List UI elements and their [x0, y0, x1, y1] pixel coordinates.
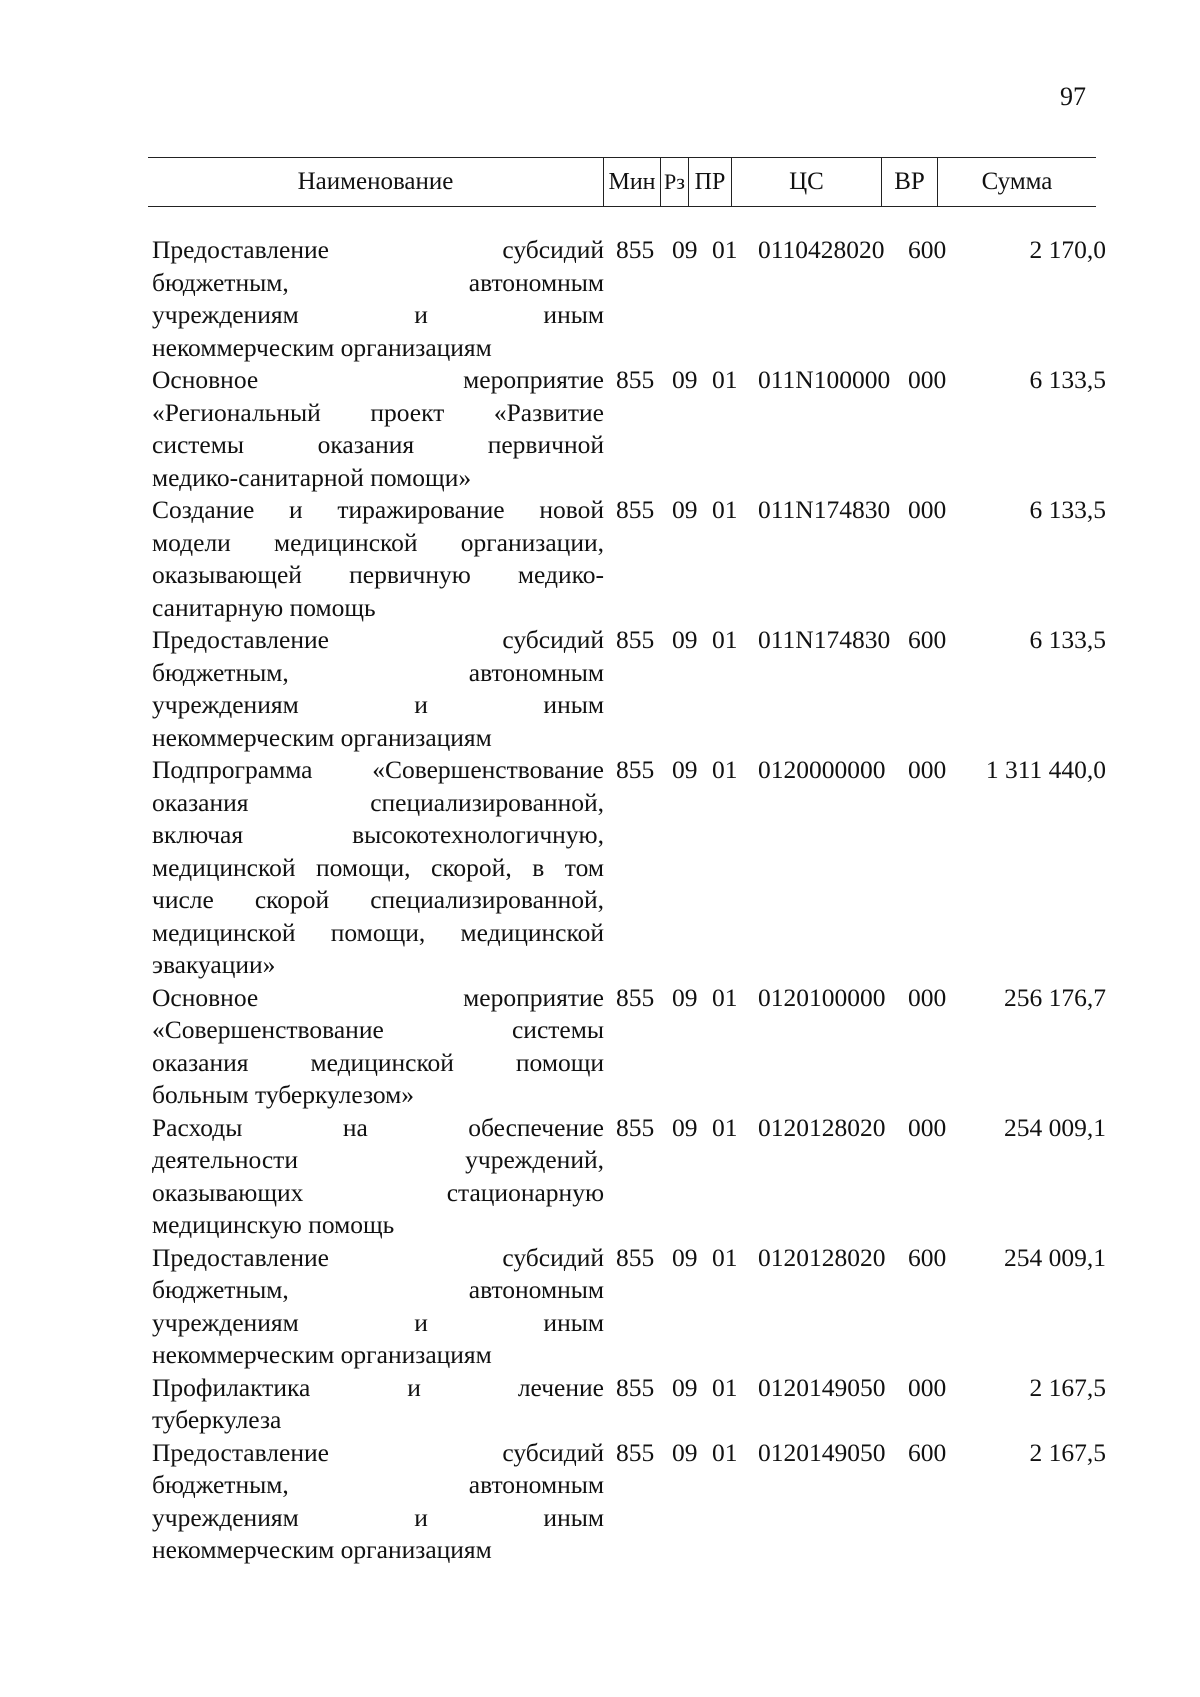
row-cs: 0120128020 [758, 1242, 886, 1272]
row-name-line: «Региональный проект «Развитие [152, 397, 604, 427]
row-name-line: Основное мероприятие [152, 982, 604, 1012]
row-pr: 01 [712, 495, 738, 524]
table-row [152, 1437, 1112, 1567]
page-number: 97 [1060, 82, 1086, 111]
row-sum: 2 167,5 [1029, 1437, 1106, 1467]
row-name [152, 494, 604, 624]
header-rz: Рз [660, 158, 688, 206]
row-sum: 2 167,5 [1029, 1372, 1106, 1402]
row-name-line: медико-санитарной помощи» [152, 462, 472, 492]
row-name-line: бюджетным, автономным [152, 267, 604, 297]
row-cs: 0120128020 [758, 1112, 886, 1142]
row-min: 855 [616, 1372, 655, 1402]
row-name-line: Предоставление субсидий [152, 1437, 604, 1467]
row-cs: 011N174830 [758, 495, 891, 524]
table-row [152, 624, 1112, 754]
row-min: 855 [616, 755, 655, 784]
row-rz: 09 [672, 755, 698, 784]
header-pr: ПР [688, 158, 731, 206]
row-cs: 011N100000 [758, 365, 891, 394]
row-pr: 01 [712, 1372, 738, 1402]
row-pr: 01 [712, 982, 738, 1012]
row-rz: 09 [672, 235, 698, 264]
row-pr: 01 [712, 625, 738, 654]
row-vr: 600 [908, 235, 947, 264]
row-name [152, 982, 604, 1112]
table-row [152, 364, 1112, 494]
row-sum: 256 176,7 [1004, 982, 1106, 1012]
row-sum: 254 009,1 [1004, 1242, 1106, 1272]
row-pr: 01 [712, 755, 738, 784]
row-name-line: Подпрограмма «Совершенствование [152, 755, 604, 784]
row-rz: 09 [672, 982, 698, 1012]
row-sum: 6 133,5 [1029, 495, 1106, 524]
row-name-line: оказывающей первичную медико- [152, 560, 604, 589]
row-pr: 01 [712, 1437, 738, 1467]
row-name-line: некоммерческим организациям [152, 1535, 492, 1564]
table-row [152, 1242, 1112, 1372]
row-name-line: учреждениям и иным [152, 1307, 604, 1337]
table-row [152, 1372, 1112, 1437]
row-vr: 000 [908, 1112, 947, 1142]
row-name [152, 364, 604, 494]
row-name-line: эвакуации» [152, 950, 276, 979]
row-cs: 0120000000 [758, 755, 886, 784]
row-name [152, 624, 604, 754]
row-pr: 01 [712, 1112, 738, 1142]
row-name-line: Создание и тиражирование новой [152, 495, 604, 524]
row-vr: 600 [908, 625, 947, 654]
row-vr: 600 [908, 1437, 947, 1467]
row-name-line: оказания медицинской помощи [152, 1047, 604, 1077]
row-vr: 000 [908, 1372, 947, 1402]
row-rz: 09 [672, 1112, 698, 1142]
row-cs: 0120100000 [758, 982, 886, 1012]
row-name-line: туберкулеза [152, 1405, 282, 1434]
row-min: 855 [616, 1242, 655, 1272]
table-row [152, 982, 1112, 1112]
row-name-line: медицинскую помощь [152, 1210, 395, 1239]
row-name-line: некоммерческим организациям [152, 722, 492, 752]
row-name-line: Расходы на обеспечение [152, 1112, 604, 1142]
row-name-line: некоммерческим организациям [152, 332, 492, 362]
row-vr: 000 [908, 755, 947, 784]
row-name-line: бюджетным, автономным [152, 657, 604, 687]
row-name-line: больным туберкулезом» [152, 1080, 415, 1109]
row-name-line: включая высокотехнологичную, [152, 820, 604, 849]
row-name [152, 754, 604, 982]
row-sum: 6 133,5 [1029, 365, 1106, 394]
header-min: Мин [603, 158, 660, 206]
row-name-line: учреждениям и иным [152, 300, 604, 329]
table-header [148, 157, 1096, 207]
row-name-line: бюджетным, автономным [152, 1275, 604, 1304]
row-vr: 000 [908, 495, 947, 524]
row-rz: 09 [672, 625, 698, 654]
row-rz: 09 [672, 365, 698, 394]
row-name-line: «Совершенствование системы [152, 1015, 604, 1044]
row-vr: 600 [908, 1242, 947, 1272]
row-name-line: медицинской помощи, медицинской [152, 917, 604, 947]
row-min: 855 [616, 625, 655, 654]
table-row [152, 494, 1112, 624]
row-name-line: медицинской помощи, скорой, в том [152, 852, 604, 882]
row-name-line: модели медицинской организации, [152, 527, 604, 557]
table-body [152, 234, 1112, 1567]
row-name-line: оказывающих стационарную [152, 1177, 604, 1207]
table-row [152, 754, 1112, 982]
row-name [152, 1437, 604, 1567]
row-cs: 0120149050 [758, 1437, 886, 1467]
row-name-line: некоммерческим организациям [152, 1340, 492, 1369]
row-name [152, 234, 604, 364]
row-name-line: Профилактика и лечение [152, 1372, 604, 1402]
row-name-line: числе скорой специализированной, [152, 885, 604, 914]
row-name-line: учреждениям и иным [152, 690, 604, 719]
row-min: 855 [616, 365, 655, 394]
header-name: Наименование [297, 168, 454, 195]
row-rz: 09 [672, 1242, 698, 1272]
row-name-line: Предоставление субсидий [152, 235, 604, 264]
row-pr: 01 [712, 365, 738, 394]
header-sum: Сумма [981, 168, 1053, 195]
row-rz: 09 [672, 1372, 698, 1402]
row-sum: 1 311 440,0 [985, 755, 1106, 784]
row-name-line: Предоставление субсидий [152, 625, 604, 654]
row-name-line: бюджетным, автономным [152, 1470, 604, 1499]
row-cs: 0110428020 [758, 235, 885, 264]
row-name [152, 1242, 604, 1372]
row-vr: 000 [908, 982, 947, 1012]
row-min: 855 [616, 982, 655, 1012]
row-name-line: оказания специализированной, [152, 787, 604, 817]
row-pr: 01 [712, 1242, 738, 1272]
row-vr: 000 [908, 365, 947, 394]
row-name-line: Предоставление субсидий [152, 1242, 604, 1272]
row-min: 855 [616, 235, 655, 264]
row-name-line: учреждениям и иным [152, 1502, 604, 1532]
row-cs: 011N174830 [758, 625, 891, 654]
row-name [152, 1372, 604, 1437]
row-min: 855 [616, 1112, 655, 1142]
table-row [152, 1112, 1112, 1242]
row-pr: 01 [712, 235, 738, 264]
row-min: 855 [616, 495, 655, 524]
row-name [152, 1112, 604, 1242]
header-vr: ВР [881, 158, 938, 206]
row-name-line: санитарную помощь [152, 592, 376, 622]
header-cs: ЦС [731, 158, 881, 206]
row-cs: 0120149050 [758, 1372, 886, 1402]
row-sum: 6 133,5 [1029, 625, 1106, 654]
row-name-line: деятельности учреждений, [152, 1145, 604, 1174]
row-rz: 09 [672, 495, 698, 524]
row-sum: 254 009,1 [1004, 1112, 1106, 1142]
row-min: 855 [616, 1437, 655, 1467]
row-rz: 09 [672, 1437, 698, 1467]
row-name-line: Основное мероприятие [152, 365, 604, 394]
table-row [152, 234, 1112, 364]
row-name-line: системы оказания первичной [152, 430, 604, 459]
row-sum: 2 170,0 [1029, 235, 1106, 264]
